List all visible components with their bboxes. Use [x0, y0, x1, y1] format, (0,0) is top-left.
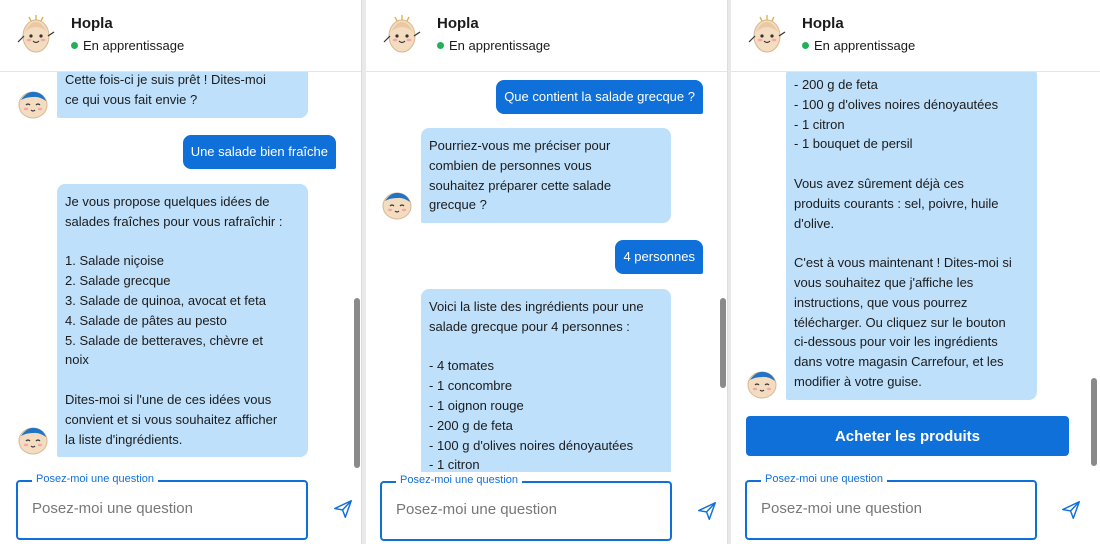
- user-message: Une salade bien fraîche: [183, 135, 336, 169]
- send-icon[interactable]: [332, 498, 354, 520]
- bot-avatar-icon: [17, 424, 49, 456]
- bot-message: - 200 g de feta - 100 g d'olives noires dénoyautées - 1 citron - 1 bouquet de persil Vous avez sûrement déjà ces produits courants : sel, poivre, huile d'olive. C'est à vous maintenant ! Dites-moi si vous souhaitez que j'affiche les instructions, que vous pourrez télécharger. Ou cliquez sur le bouton ci-dessous pour voir les ingrédients dans votre magasin Carrefour, et les modifier à votre guise.: [786, 72, 1037, 400]
- send-icon[interactable]: [696, 500, 718, 522]
- input-area: [366, 472, 727, 544]
- hopla-mascot-icon: [747, 12, 787, 56]
- scrollbar-thumb[interactable]: [720, 298, 726, 388]
- question-input[interactable]: [32, 500, 292, 517]
- chat-header: [731, 0, 1100, 72]
- scrollbar-thumb[interactable]: [1091, 378, 1097, 466]
- chat-header: [0, 0, 361, 72]
- status-dot-icon: [71, 42, 78, 49]
- question-input[interactable]: [396, 501, 656, 518]
- status-text: En apprentissage: [814, 38, 916, 53]
- bot-message: Voici la liste des ingrédients pour une salade grecque pour 4 personnes : - 4 tomates - 1 concombre - 1 oignon rouge - 200 g de feta - 100 g d'olives noires dénoyautées - 1 citron: [421, 289, 671, 472]
- hopla-mascot-icon: [382, 12, 422, 56]
- user-message: 4 personnes: [615, 240, 703, 274]
- chat-header: [366, 0, 727, 72]
- bot-name: Hopla: [437, 15, 479, 32]
- question-input[interactable]: [761, 500, 1021, 517]
- status-text: En apprentissage: [83, 38, 185, 53]
- user-message: Que contient la salade grecque ?: [496, 80, 703, 114]
- bot-avatar-icon: [746, 368, 778, 400]
- scrollbar[interactable]: [1090, 72, 1098, 472]
- bot-avatar-icon: [381, 189, 413, 221]
- message-list[interactable]: [0, 72, 361, 472]
- question-field-label: Posez-moi une question: [396, 474, 522, 486]
- buy-products-button[interactable]: Acheter les produits: [746, 416, 1069, 456]
- status-dot-icon: [437, 42, 444, 49]
- question-field-label: Posez-moi une question: [32, 473, 158, 485]
- input-area: [0, 472, 361, 544]
- scrollbar[interactable]: [719, 72, 727, 472]
- status-indicator: [437, 38, 550, 53]
- question-field[interactable]: [16, 473, 308, 540]
- status-indicator: [71, 38, 184, 53]
- question-field[interactable]: [745, 473, 1037, 540]
- question-field-label: Posez-moi une question: [761, 473, 887, 485]
- chat-panel-2: [366, 0, 728, 544]
- message-list[interactable]: [366, 72, 727, 472]
- question-field[interactable]: [380, 474, 672, 541]
- input-area: [731, 472, 1100, 544]
- scrollbar-thumb[interactable]: [354, 298, 360, 468]
- message-list[interactable]: [731, 72, 1100, 472]
- send-icon[interactable]: [1060, 499, 1082, 521]
- status-text: En apprentissage: [449, 38, 551, 53]
- bot-message: Pourriez-vous me préciser pour combien de personnes vous souhaitez préparer cette salade grecque ?: [421, 128, 671, 223]
- hopla-mascot-icon: [16, 12, 56, 56]
- status-indicator: [802, 38, 915, 53]
- scrollbar[interactable]: [353, 72, 361, 472]
- bot-message: Cette fois-ci je suis prêt ! Dites-moi ce qui vous fait envie ?: [57, 72, 308, 118]
- status-dot-icon: [802, 42, 809, 49]
- chat-panel-1: [0, 0, 362, 544]
- bot-name: Hopla: [802, 15, 844, 32]
- bot-name: Hopla: [71, 15, 113, 32]
- bot-message: Je vous propose quelques idées de salades fraîches pour vous rafraîchir : 1. Salade niçoise 2. Salade grecque 3. Salade de quinoa, avocat et feta 4. Salade de pâtes au pesto 5. Salade de betteraves, chèvre et noix Dites-moi si l'une de ces idées vous convient et si vous souhaitez afficher la liste d'ingrédients.: [57, 184, 308, 457]
- chat-panel-3: [731, 0, 1100, 544]
- bot-avatar-icon: [17, 88, 49, 120]
